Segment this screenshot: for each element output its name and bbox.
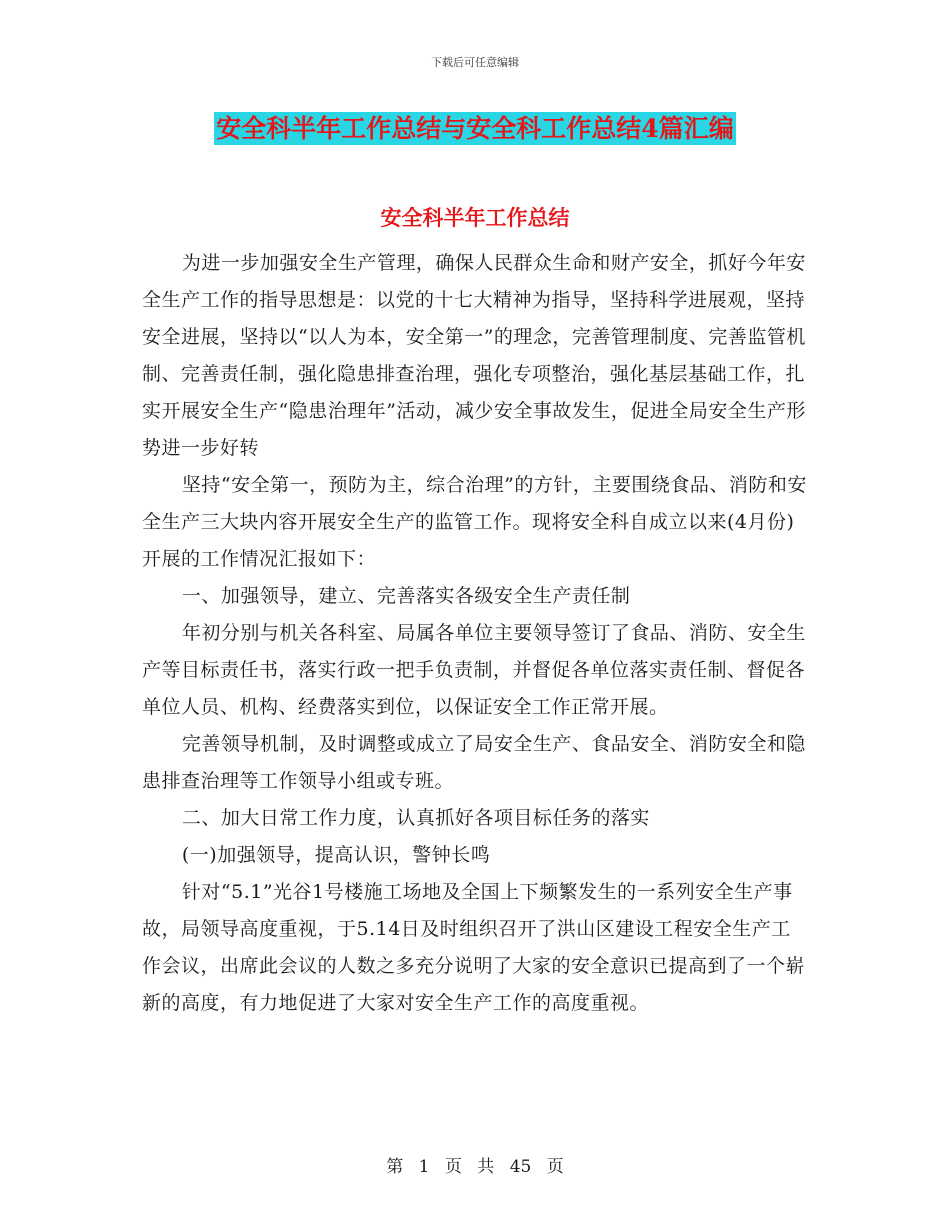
total-pages: 45 xyxy=(509,1157,532,1177)
paragraph-subheading: (一)加强领导，提高认识，警钟长鸣 xyxy=(181,844,491,866)
document-title-container xyxy=(0,112,950,145)
footer-total-prefix: 共 xyxy=(477,1157,495,1177)
page-footer xyxy=(0,1152,950,1177)
document-title: 安全科半年工作总结与安全科工作总结4篇汇编 xyxy=(216,114,734,143)
section-title: 安全科半年工作总结 xyxy=(380,205,570,230)
footer-page-unit: 页 xyxy=(444,1157,462,1177)
footer-prefix: 第 xyxy=(386,1157,404,1177)
paragraph: 完善领导机制，及时调整或成立了局安全生产、食品安全、消防安全和隐患排查治理等工作领导小组或专班。 xyxy=(142,733,806,792)
paragraph: 坚持“安全第一，预防为主，综合治理”的方针，主要围绕食品、消防和安全生产三大块内容开展安全生产的监管工作。现将安全科自成立以来(4月份)开展的工作情况汇报如下： xyxy=(142,474,807,570)
paragraph-heading: 二、加大日常工作力度，认真抓好各项目标任务的落实 xyxy=(181,807,650,829)
header-note: 下载后可任意编辑 xyxy=(431,56,519,69)
paragraph: 年初分别与机关各科室、局属各单位主要领导签订了食品、消防、安全生产等目标责任书，落实行政一把手负责制，并督促各单位落实责任制、督促各单位人员、机构、经费落实到位，以保证安全工作正常开展。 xyxy=(142,622,806,718)
paragraph-heading: 一、加强领导，建立、完善落实各级安全生产责任制 xyxy=(181,585,631,607)
footer-total-unit: 页 xyxy=(546,1157,564,1177)
page-number: 1 xyxy=(418,1157,430,1177)
document-body xyxy=(142,245,810,1022)
paragraph: 针对“5.1”光谷1号楼施工场地及全国上下频繁发生的一系列安全生产事故，局领导高度重视，于5.14日及时组织召开了洪山区建设工程安全生产工作会议，出席此会议的人数之多充分说明了大家的安全意识已提高到了一个崭新的高度，有力地促进了大家对安全生产工作的高度重视。 xyxy=(142,881,806,1014)
paragraph: 为进一步加强安全生产管理，确保人民群众生命和财产安全，抓好今年安全生产工作的指导思想是：以党的十七大精神为指导，坚持科学进展观，坚持安全进展，坚持以“以人为本，安全第一”的理念，完善管理制度、完善监管机制、完善责任制，强化隐患排查治理，强化专项整治，强化基层基础工作，扎实开展安全生产“隐患治理年”活动，减少安全事故发生，促进全局安全生产形势进一步好转 xyxy=(142,252,806,459)
